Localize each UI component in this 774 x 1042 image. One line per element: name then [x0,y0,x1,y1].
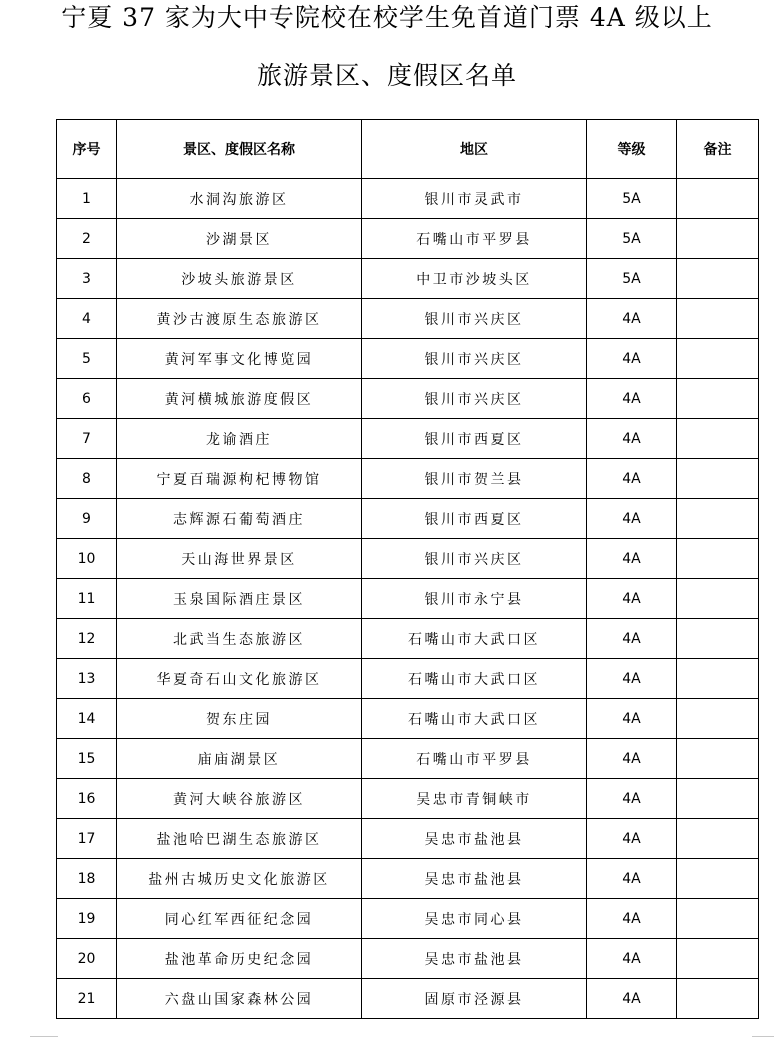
table-row [57,459,759,499]
cell-area: 银川市兴庆区 [362,379,587,419]
cell-level: 5A [587,219,677,259]
table-row [57,299,759,339]
document-title-line-2: 旅游景区、度假区名单 [256,61,517,90]
cell-area: 银川市兴庆区 [362,339,587,379]
cell-area: 吴忠市盐池县 [362,859,587,899]
cell-level: 4A [587,659,677,699]
cell-note [677,859,759,899]
cell-note [677,499,759,539]
cell-name: 龙谕酒庄 [117,419,362,459]
cell-level: 4A [587,779,677,819]
cell-area: 石嘴山市大武口区 [362,659,587,699]
cell-no: 4 [57,299,117,339]
cell-note [677,459,759,499]
cell-level: 4A [587,339,677,379]
cell-note [677,779,759,819]
cell-name: 黄沙古渡原生态旅游区 [117,299,362,339]
table-row [57,339,759,379]
table-row [57,859,759,899]
cell-no: 12 [57,619,117,659]
cell-name: 黄河横城旅游度假区 [117,379,362,419]
cell-note [677,299,759,339]
cell-area: 石嘴山市平罗县 [362,219,587,259]
cell-level: 4A [587,939,677,979]
cell-area: 银川市永宁县 [362,579,587,619]
cell-no: 13 [57,659,117,699]
page-corner-mark-right [752,1036,774,1037]
cell-level: 4A [587,699,677,739]
cell-note [677,699,759,739]
cell-level: 4A [587,859,677,899]
cell-note [677,339,759,379]
table-row [57,699,759,739]
cell-area: 吴忠市青铜峡市 [362,779,587,819]
cell-no: 2 [57,219,117,259]
cell-name: 沙湖景区 [117,219,362,259]
cell-no: 5 [57,339,117,379]
cell-level: 4A [587,579,677,619]
cell-name: 盐池革命历史纪念园 [117,939,362,979]
cell-no: 17 [57,819,117,859]
cell-area: 银川市西夏区 [362,499,587,539]
table-row [57,979,759,1019]
cell-note [677,659,759,699]
header-level: 等级 [587,120,677,179]
table-row [57,779,759,819]
cell-note [677,379,759,419]
cell-no: 9 [57,499,117,539]
cell-name: 庙庙湖景区 [117,739,362,779]
cell-level: 5A [587,179,677,219]
cell-note [677,179,759,219]
cell-no: 19 [57,899,117,939]
cell-no: 20 [57,939,117,979]
header-name: 景区、度假区名称 [117,120,362,179]
cell-name: 盐池哈巴湖生态旅游区 [117,819,362,859]
cell-no: 8 [57,459,117,499]
cell-area: 银川市兴庆区 [362,299,587,339]
cell-no: 10 [57,539,117,579]
cell-note [677,739,759,779]
cell-no: 16 [57,779,117,819]
table-row [57,379,759,419]
table-row [57,219,759,259]
table-row [57,659,759,699]
table-row [57,419,759,459]
cell-note [677,619,759,659]
cell-name: 华夏奇石山文化旅游区 [117,659,362,699]
cell-no: 15 [57,739,117,779]
table-body [57,179,759,1019]
cell-no: 11 [57,579,117,619]
cell-level: 4A [587,819,677,859]
table-row [57,939,759,979]
cell-name: 沙坡头旅游景区 [117,259,362,299]
cell-level: 4A [587,619,677,659]
table-header-row [57,120,759,179]
cell-name: 同心红军西征纪念园 [117,899,362,939]
cell-level: 4A [587,459,677,499]
cell-note [677,539,759,579]
scenic-area-table [56,119,759,1019]
cell-note [677,219,759,259]
cell-no: 6 [57,379,117,419]
table-row [57,179,759,219]
cell-no: 7 [57,419,117,459]
cell-area: 吴忠市盐池县 [362,819,587,859]
header-note: 备注 [677,120,759,179]
cell-no: 3 [57,259,117,299]
cell-area: 中卫市沙坡头区 [362,259,587,299]
cell-name: 志辉源石葡萄酒庄 [117,499,362,539]
cell-area: 石嘴山市平罗县 [362,739,587,779]
document-title-line-1: 宁夏 37 家为大中专院校在校学生免首道门票 4A 级以上 [61,3,713,32]
cell-level: 5A [587,259,677,299]
cell-area: 吴忠市同心县 [362,899,587,939]
cell-name: 天山海世界景区 [117,539,362,579]
cell-no: 1 [57,179,117,219]
table-row [57,899,759,939]
table-row [57,499,759,539]
cell-level: 4A [587,539,677,579]
cell-note [677,899,759,939]
cell-name: 贺东庄园 [117,699,362,739]
cell-name: 宁夏百瑞源枸杞博物馆 [117,459,362,499]
table-row [57,819,759,859]
cell-note [677,819,759,859]
table-row [57,259,759,299]
cell-note [677,419,759,459]
cell-name: 盐州古城历史文化旅游区 [117,859,362,899]
cell-name: 玉泉国际酒庄景区 [117,579,362,619]
table-row [57,739,759,779]
cell-area: 银川市西夏区 [362,419,587,459]
cell-level: 4A [587,899,677,939]
header-area: 地区 [362,120,587,179]
cell-note [677,259,759,299]
cell-level: 4A [587,979,677,1019]
cell-level: 4A [587,299,677,339]
cell-area: 吴忠市盐池县 [362,939,587,979]
cell-level: 4A [587,379,677,419]
cell-level: 4A [587,499,677,539]
table-row [57,619,759,659]
cell-no: 18 [57,859,117,899]
cell-note [677,979,759,1019]
cell-name: 黄河军事文化博览园 [117,339,362,379]
cell-name: 北武当生态旅游区 [117,619,362,659]
cell-note [677,939,759,979]
page-corner-mark-left [30,1036,58,1037]
table-row [57,579,759,619]
cell-name: 六盘山国家森林公园 [117,979,362,1019]
cell-area: 石嘴山市大武口区 [362,699,587,739]
cell-area: 固原市泾源县 [362,979,587,1019]
cell-area: 银川市兴庆区 [362,539,587,579]
cell-level: 4A [587,419,677,459]
cell-area: 银川市灵武市 [362,179,587,219]
cell-note [677,579,759,619]
cell-name: 黄河大峡谷旅游区 [117,779,362,819]
cell-area: 石嘴山市大武口区 [362,619,587,659]
cell-no: 21 [57,979,117,1019]
header-no: 序号 [57,120,117,179]
cell-no: 14 [57,699,117,739]
cell-area: 银川市贺兰县 [362,459,587,499]
cell-level: 4A [587,739,677,779]
cell-name: 水洞沟旅游区 [117,179,362,219]
table-row [57,539,759,579]
